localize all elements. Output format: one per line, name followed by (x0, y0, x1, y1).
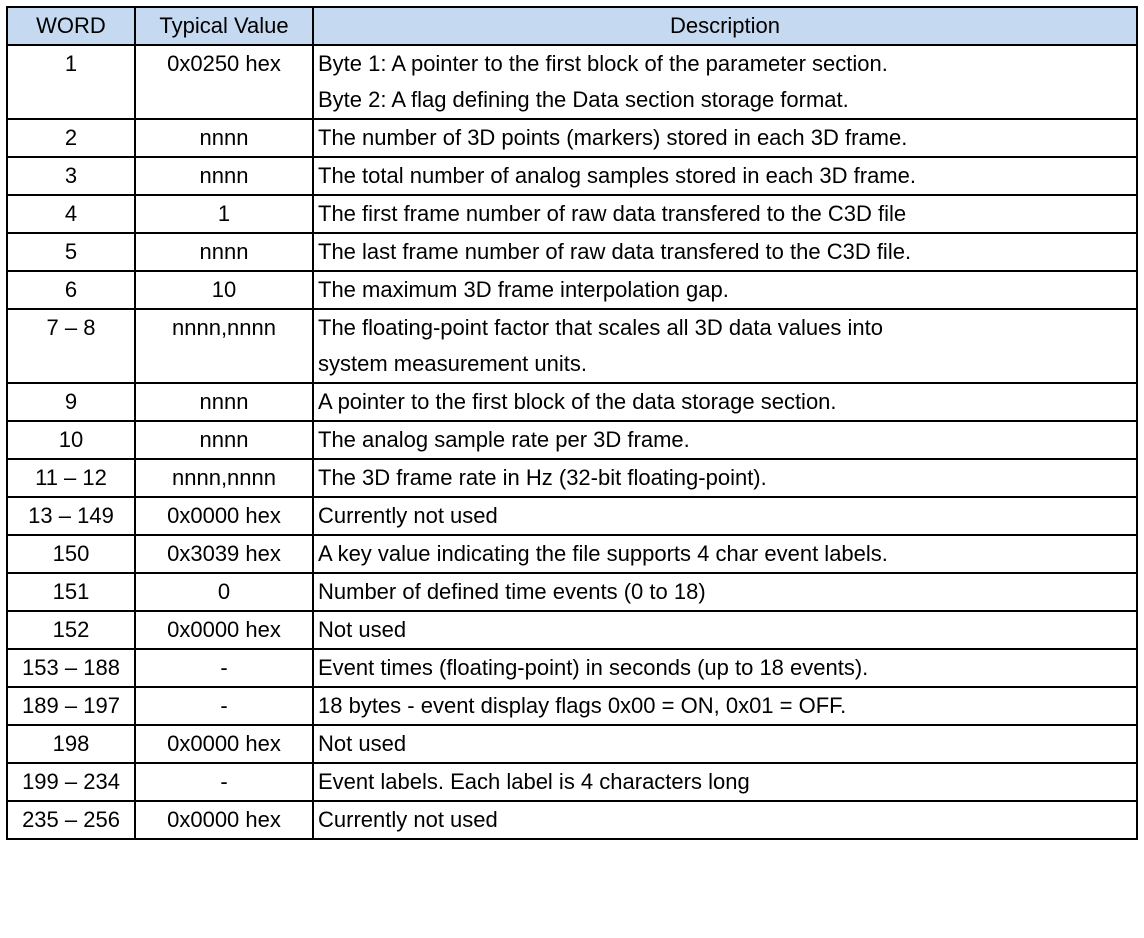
table-row (7, 45, 1137, 119)
table-row (7, 271, 1137, 309)
table-body (7, 45, 1137, 839)
table-row (7, 157, 1137, 195)
description-line: The analog sample rate per 3D frame. (318, 427, 690, 452)
description-cell (313, 271, 1137, 309)
typical-value-cell: nnnn (135, 119, 313, 157)
table-row (7, 119, 1137, 157)
description-cell (313, 573, 1137, 611)
description-cell (313, 195, 1137, 233)
word-cell: 153 – 188 (7, 649, 135, 687)
description-cell (313, 421, 1137, 459)
description-line: Not used (318, 731, 407, 756)
description-cell (313, 687, 1137, 725)
table-row (7, 801, 1137, 839)
description-cell (313, 119, 1137, 157)
description-cell (313, 535, 1137, 573)
description-cell (313, 45, 1137, 119)
table-row (7, 763, 1137, 801)
description-cell (313, 497, 1137, 535)
description-line: The maximum 3D frame interpolation gap. (318, 277, 729, 302)
typical-value-cell: 0x0000 hex (135, 725, 313, 763)
typical-value-cell: - (135, 763, 313, 801)
description-cell (313, 801, 1137, 839)
table-row (7, 459, 1137, 497)
table-row (7, 421, 1137, 459)
description-cell (313, 649, 1137, 687)
description-line: A pointer to the first block of the data storage section. (318, 389, 837, 414)
description-cell (313, 763, 1137, 801)
word-cell: 2 (7, 119, 135, 157)
description-line: The first frame number of raw data transfered to the C3D file (318, 201, 907, 226)
typical-value-cell: 0x3039 hex (135, 535, 313, 573)
word-cell: 198 (7, 725, 135, 763)
description-cell (313, 725, 1137, 763)
word-cell: 151 (7, 573, 135, 611)
description-line: Byte 1: A pointer to the first block of the parameter section. (318, 51, 888, 76)
word-cell: 10 (7, 421, 135, 459)
header-word: WORD (7, 7, 135, 45)
table-row (7, 573, 1137, 611)
typical-value-cell: nnnn (135, 383, 313, 421)
typical-value-cell: 1 (135, 195, 313, 233)
table-row (7, 309, 1137, 383)
description-line: The number of 3D points (markers) stored in each 3D frame. (318, 125, 908, 150)
table-row (7, 649, 1137, 687)
typical-value-cell: 0 (135, 573, 313, 611)
description-line: Byte 2: A flag defining the Data section storage format. (318, 87, 849, 112)
typical-value-cell: - (135, 687, 313, 725)
table-row (7, 497, 1137, 535)
description-line: Currently not used (318, 807, 498, 832)
typical-value-cell: 0x0250 hex (135, 45, 313, 119)
word-cell: 199 – 234 (7, 763, 135, 801)
word-cell: 3 (7, 157, 135, 195)
description-line: 18 bytes - event display flags 0x00 = ON, 0x01 = OFF. (318, 693, 847, 718)
typical-value-cell: nnnn,nnnn (135, 459, 313, 497)
header-description: Description (313, 7, 1137, 45)
description-line: The total number of analog samples stored in each 3D frame. (318, 163, 916, 188)
table-row (7, 611, 1137, 649)
typical-value-cell: nnnn (135, 157, 313, 195)
typical-value-cell: 0x0000 hex (135, 801, 313, 839)
word-cell: 11 – 12 (7, 459, 135, 497)
word-cell: 1 (7, 45, 135, 119)
description-cell (313, 157, 1137, 195)
description-cell (313, 459, 1137, 497)
description-line: A key value indicating the file supports 4 char event labels. (318, 541, 888, 566)
table-row (7, 233, 1137, 271)
description-line: The floating-point factor that scales all 3D data values into (318, 315, 883, 340)
word-cell: 5 (7, 233, 135, 271)
word-cell: 150 (7, 535, 135, 573)
typical-value-cell: - (135, 649, 313, 687)
description-line: Number of defined time events (0 to 18) (318, 579, 706, 604)
c3d-header-table (6, 6, 1138, 840)
description-cell (313, 383, 1137, 421)
table-row (7, 535, 1137, 573)
header-typical-value: Typical Value (135, 7, 313, 45)
table-row (7, 725, 1137, 763)
description-line: system measurement units. (318, 351, 587, 376)
description-line: Currently not used (318, 503, 498, 528)
description-cell (313, 309, 1137, 383)
description-line: Not used (318, 617, 407, 642)
word-cell: 13 – 149 (7, 497, 135, 535)
typical-value-cell: 10 (135, 271, 313, 309)
typical-value-cell: 0x0000 hex (135, 497, 313, 535)
table-row (7, 195, 1137, 233)
typical-value-cell: nnnn (135, 421, 313, 459)
description-cell (313, 233, 1137, 271)
word-cell: 9 (7, 383, 135, 421)
table-row (7, 687, 1137, 725)
header-row (7, 7, 1137, 45)
word-cell: 4 (7, 195, 135, 233)
description-line: The 3D frame rate in Hz (32-bit floating-point). (318, 465, 767, 490)
word-cell: 6 (7, 271, 135, 309)
description-line: Event labels. Each label is 4 characters long (318, 769, 750, 794)
typical-value-cell: nnnn (135, 233, 313, 271)
word-cell: 235 – 256 (7, 801, 135, 839)
description-cell (313, 611, 1137, 649)
typical-value-cell: 0x0000 hex (135, 611, 313, 649)
word-cell: 7 – 8 (7, 309, 135, 383)
typical-value-cell: nnnn,nnnn (135, 309, 313, 383)
description-line: The last frame number of raw data transfered to the C3D file. (318, 239, 912, 264)
word-cell: 189 – 197 (7, 687, 135, 725)
description-line: Event times (floating-point) in seconds (up to 18 events). (318, 655, 869, 680)
word-cell: 152 (7, 611, 135, 649)
table-row (7, 383, 1137, 421)
